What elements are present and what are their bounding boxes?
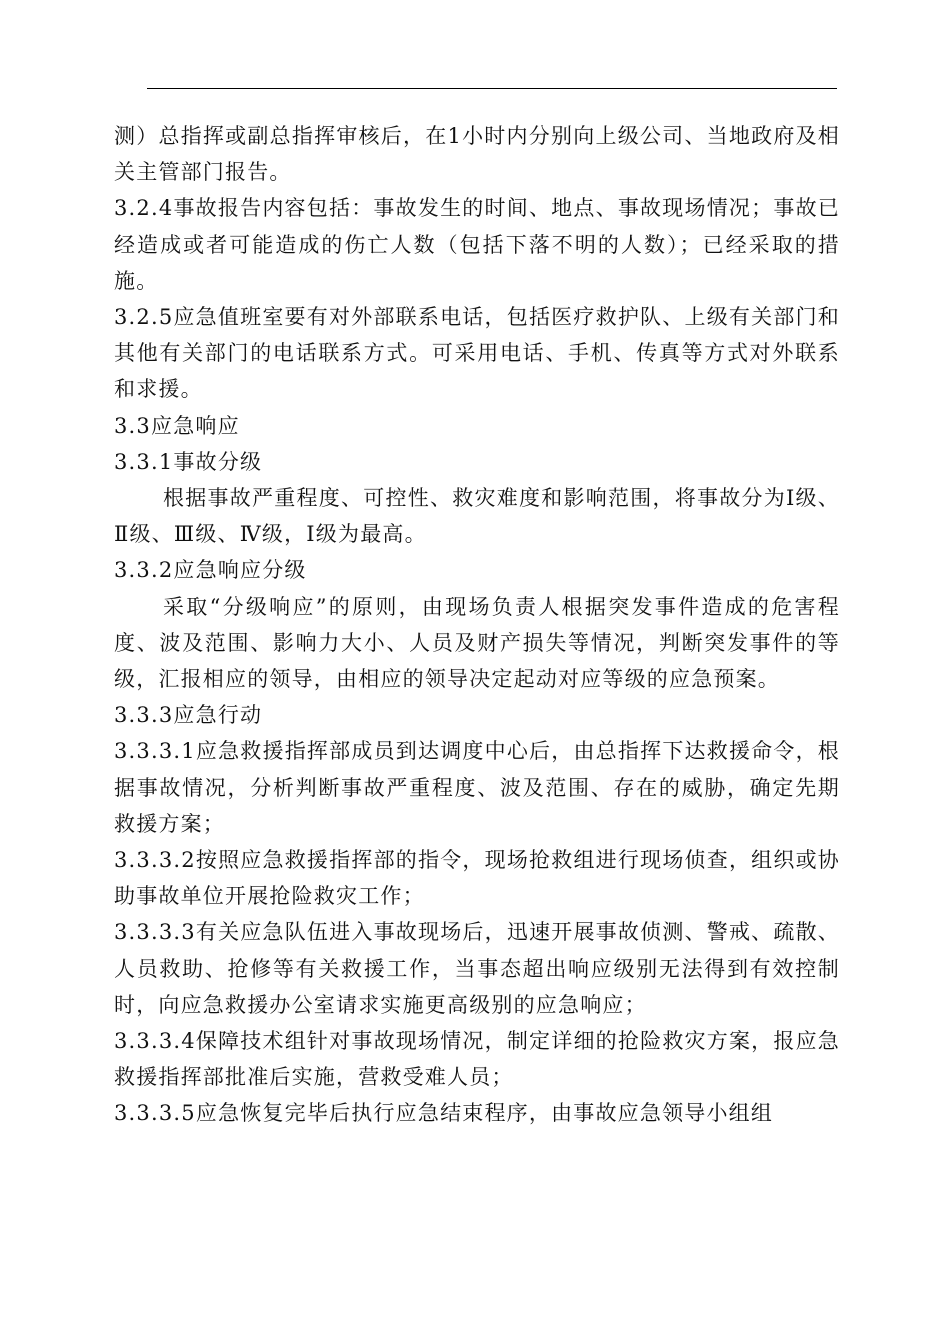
paragraph: 3.3.3.4保障技术组针对事故现场情况，制定详细的抢险救灾方案，报应急救援指挥部批准后实施，营救受难人员； (114, 1029, 840, 1090)
body-text (114, 118, 840, 1132)
subsection-heading: 3.3.2应急响应分级 (114, 558, 307, 583)
paragraph: 3.3.3.3有关应急队伍进入事故现场后，迅速开展事故侦测、警戒、疏散、人员救助、抢修等有关救援工作，当事态超出响应级别无法得到有效控制时，向应急救援办公室请求实施更高级别的应急响应； (114, 920, 840, 1017)
header-rule (147, 88, 837, 89)
paragraph: 3.2.4事故报告内容包括：事故发生的时间、地点、事故现场情况；事故已经造成或者可能造成的伤亡人数（包括下落不明的人数）；已经采取的措施。 (114, 196, 840, 293)
paragraph: 3.3.3.2按照应急救援指挥部的指令，现场抢救组进行现场侦查，组织或协助事故单位开展抢险救灾工作； (114, 848, 840, 909)
paragraph: 采取“分级响应”的原则，由现场负责人根据突发事件造成的危害程度、波及范围、影响力大小、人员及财产损失等情况，判断突发事件的等级，汇报相应的领导，由相应的领导决定起动对应等级的应急预案。 (114, 594, 840, 692)
paragraph: 3.3.3.5应急恢复完毕后执行应急结束程序，由事故应急领导小组组 (114, 1101, 774, 1126)
paragraph: 根据事故严重程度、可控性、救灾难度和影响范围，将事故分为Ⅰ级、Ⅱ级、Ⅲ级、Ⅳ级，Ⅰ级为最高。 (114, 486, 840, 547)
subsection-heading: 3.3.1事故分级 (114, 449, 263, 474)
paragraph: 3.3.3.1应急救援指挥部成员到达调度中心后，由总指挥下达救援命令，根据事故情况，分析判断事故严重程度、波及范围、存在的威胁，确定先期救援方案； (114, 739, 840, 836)
paragraph: 测）总指挥或副总指挥审核后，在1小时内分别向上级公司、当地政府及相关主管部门报告。 (114, 124, 840, 185)
subsection-heading: 3.3.3应急行动 (114, 703, 263, 728)
paragraph: 3.2.5应急值班室要有对外部联系电话，包括医疗救护队、上级有关部门和其他有关部门的电话联系方式。可采用电话、手机、传真等方式对外联系和求援。 (114, 305, 840, 402)
section-heading: 3.3应急响应 (114, 413, 240, 438)
